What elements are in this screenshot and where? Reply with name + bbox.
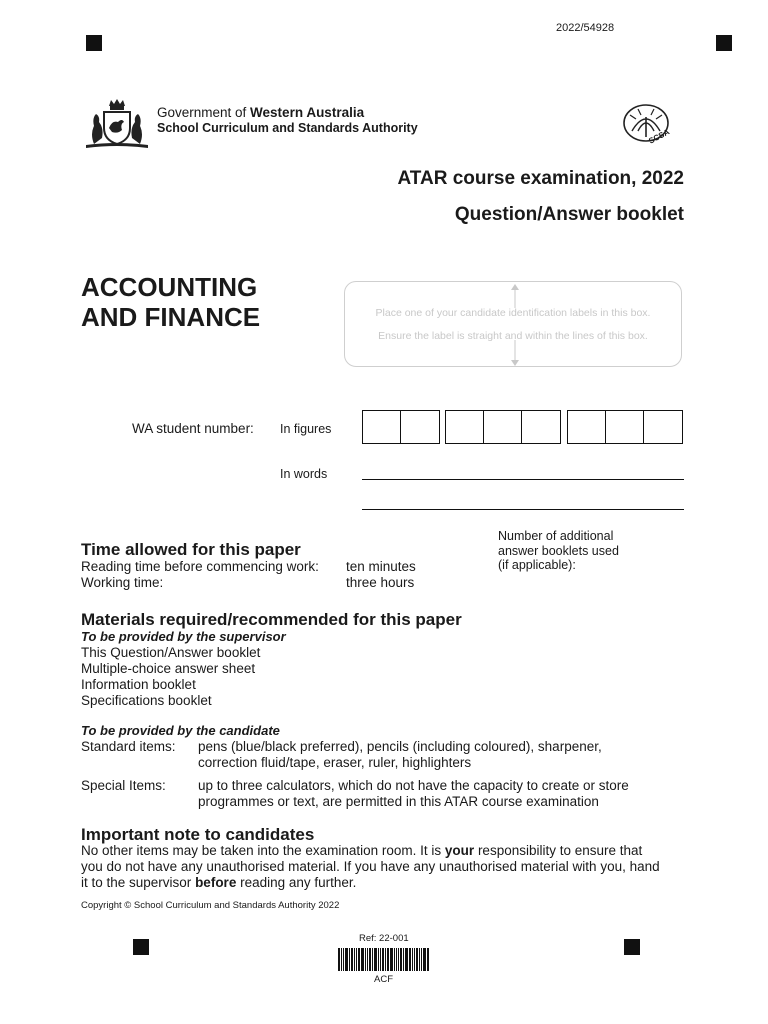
digit-box[interactable] bbox=[606, 411, 644, 443]
subject-line-1: ACCOUNTING bbox=[81, 272, 258, 302]
candidate-heading: To be provided by the candidate bbox=[81, 723, 280, 738]
subject-line-2: AND FINANCE bbox=[81, 302, 261, 332]
barcode-bar bbox=[343, 948, 344, 971]
scsa-logo-text: SCSA bbox=[647, 127, 672, 146]
important-note-line-3 bbox=[81, 875, 356, 891]
digit-box[interactable] bbox=[484, 411, 522, 443]
barcode-bar bbox=[361, 948, 364, 971]
government-prefix: Government of bbox=[157, 105, 251, 120]
important-note-line-2: you do not have any unauthorised material. If you have any unauthorised material with you, hand bbox=[81, 859, 660, 874]
in-words-label: In words bbox=[280, 467, 328, 481]
scsa-logo-icon bbox=[622, 103, 676, 149]
digit-box[interactable] bbox=[363, 411, 401, 443]
student-number-group-1[interactable] bbox=[362, 410, 440, 444]
note-emphasis-before: before bbox=[195, 875, 237, 890]
digit-box[interactable] bbox=[522, 411, 560, 443]
barcode-bar bbox=[409, 948, 411, 971]
student-number-group-3[interactable] bbox=[567, 410, 683, 444]
additional-booklets-note bbox=[498, 529, 619, 573]
supervisor-item-2: Multiple-choice answer sheet bbox=[81, 661, 256, 676]
reading-time-value: ten minutes bbox=[346, 559, 416, 574]
barcode-bar bbox=[412, 948, 413, 971]
barcode-bar bbox=[354, 948, 355, 971]
registration-mark-bottom-right bbox=[624, 939, 640, 955]
barcode-bar bbox=[338, 948, 340, 971]
barcode-bar bbox=[367, 948, 368, 971]
note-text: reading any further. bbox=[236, 875, 357, 890]
working-time-value: three hours bbox=[346, 575, 415, 590]
additional-booklets-line-2: answer booklets used bbox=[498, 543, 619, 558]
digit-box[interactable] bbox=[446, 411, 484, 443]
barcode-bar bbox=[369, 948, 371, 971]
barcode-text: ACF bbox=[374, 974, 393, 985]
student-number-label: WA student number: bbox=[132, 421, 254, 436]
supervisor-item-3: Information booklet bbox=[81, 677, 196, 692]
additional-booklets-line-1: Number of additional bbox=[498, 529, 614, 543]
student-number-group-2[interactable] bbox=[445, 410, 561, 444]
supervisor-item-1: This Question/Answer booklet bbox=[81, 645, 261, 660]
additional-booklets-line-3: (if applicable): bbox=[498, 558, 576, 572]
candidate-label-box bbox=[344, 281, 682, 367]
note-text: it to the supervisor bbox=[81, 875, 196, 890]
barcode-bar bbox=[400, 948, 402, 971]
candidate-label-instruction-1: Place one of your candidate identification labels in this box. bbox=[375, 307, 651, 319]
barcode-bar bbox=[398, 948, 399, 971]
barcode-bar bbox=[356, 948, 357, 971]
barcode-bar bbox=[403, 948, 404, 971]
digit-box[interactable] bbox=[401, 411, 439, 443]
barcode-bar bbox=[427, 948, 429, 971]
supervisor-item-4: Specifications booklet bbox=[81, 693, 212, 708]
barcode-bar bbox=[372, 948, 373, 971]
barcode-bar bbox=[341, 948, 342, 971]
barcode-bar bbox=[380, 948, 381, 971]
in-words-line-2[interactable] bbox=[362, 509, 684, 510]
digit-box[interactable] bbox=[568, 411, 606, 443]
booklet-title: Question/Answer booklet bbox=[454, 204, 684, 225]
barcode-bar bbox=[349, 948, 350, 971]
barcode-bar bbox=[374, 948, 377, 971]
registration-mark-bottom-left bbox=[133, 939, 149, 955]
standard-items-line-2: correction fluid/tape, eraser, ruler, highlighters bbox=[198, 755, 472, 770]
special-items-label: Special Items: bbox=[81, 778, 166, 793]
copyright-notice: Copyright © School Curriculum and Standards Authority 2022 bbox=[81, 900, 340, 911]
barcode-bar bbox=[421, 948, 422, 971]
special-items-line-1: up to three calculators, which do not have the capacity to create or store bbox=[198, 778, 629, 793]
working-time-label: Working time: bbox=[81, 575, 164, 590]
special-items-line-2: programmes or text, are permitted in this ATAR course examination bbox=[198, 794, 599, 809]
government-state: Western Australia bbox=[250, 105, 365, 120]
exam-title: ATAR course examination, 2022 bbox=[397, 168, 684, 189]
barcode-bar bbox=[385, 948, 386, 971]
in-words-line-1[interactable] bbox=[362, 479, 684, 480]
barcode-bar bbox=[405, 948, 408, 971]
barcode-bar bbox=[345, 948, 348, 971]
registration-mark-top-left bbox=[86, 35, 102, 51]
government-name bbox=[157, 105, 364, 120]
standard-items-label: Standard items: bbox=[81, 739, 176, 754]
barcode-bar bbox=[351, 948, 353, 971]
important-note-line-1 bbox=[81, 843, 642, 859]
barcode-bar bbox=[382, 948, 384, 971]
barcode-bar bbox=[394, 948, 395, 971]
time-allowed-heading: Time allowed for this paper bbox=[81, 540, 301, 559]
subject-title bbox=[81, 272, 260, 332]
government-crest-icon bbox=[82, 98, 152, 150]
candidate-label-instruction-2: Ensure the label is straight and within the lines of this box. bbox=[378, 330, 648, 342]
reading-time-label: Reading time before commencing work: bbox=[81, 559, 319, 574]
materials-heading: Materials required/recommended for this paper bbox=[81, 610, 462, 629]
barcode-bar bbox=[419, 948, 420, 971]
note-text: responsibility to ensure that bbox=[474, 843, 643, 858]
important-note-heading: Important note to candidates bbox=[81, 825, 315, 844]
barcode-bar bbox=[358, 948, 360, 971]
registration-mark-top-right bbox=[716, 35, 732, 51]
barcode-bar bbox=[387, 948, 389, 971]
standard-items-line-1: pens (blue/black preferred), pencils (including coloured), sharpener, bbox=[198, 739, 602, 754]
barcode-bar bbox=[365, 948, 366, 971]
barcode bbox=[338, 948, 430, 971]
barcode-bar bbox=[414, 948, 415, 971]
note-emphasis-your: your bbox=[444, 843, 475, 858]
reference-number: Ref: 22-001 bbox=[359, 933, 409, 944]
barcode-bar bbox=[396, 948, 397, 971]
barcode-bar bbox=[378, 948, 379, 971]
barcode-bar bbox=[390, 948, 393, 971]
barcode-bar bbox=[416, 948, 418, 971]
barcode-bar bbox=[423, 948, 426, 971]
note-text: No other items may be taken into the examination room. It is bbox=[81, 843, 445, 858]
digit-box[interactable] bbox=[644, 411, 682, 443]
authority-name: School Curriculum and Standards Authority bbox=[157, 121, 418, 135]
supervisor-heading: To be provided by the supervisor bbox=[81, 629, 286, 644]
document-code: 2022/54928 bbox=[556, 22, 615, 34]
in-figures-label: In figures bbox=[280, 422, 332, 436]
